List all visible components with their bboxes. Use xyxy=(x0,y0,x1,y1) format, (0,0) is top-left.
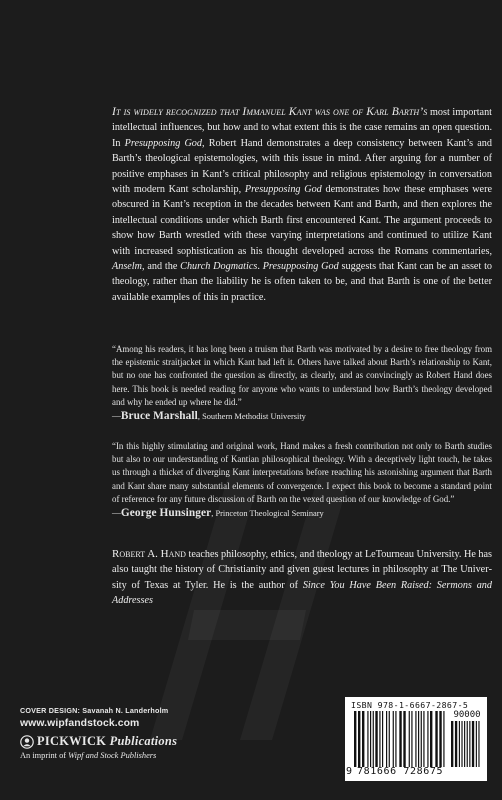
endorser-affiliation: , Princeton Theological Seminary xyxy=(211,509,324,519)
description-text: most important intellectual influences, but how and to what extent this is the case remains an open question. In xyxy=(112,107,492,149)
endorsement-attribution xyxy=(112,506,492,521)
barcode-bar xyxy=(393,711,394,767)
barcode-addon-digits: 90000 xyxy=(453,710,481,720)
barcode-bar xyxy=(421,711,422,767)
barcode-bar xyxy=(403,711,405,767)
barcode-bar xyxy=(367,711,368,767)
work-title-ref: Church Dogmatics xyxy=(180,261,258,273)
barcode-bar xyxy=(427,711,428,767)
barcode-bar xyxy=(418,711,419,767)
barcode-bar xyxy=(379,711,380,767)
book-title-ref: Presupposing God xyxy=(124,137,202,149)
barcode-bar xyxy=(439,711,441,767)
barcode-bar xyxy=(472,721,474,767)
barcode-bar xyxy=(459,721,460,767)
barcode-bar xyxy=(399,711,401,767)
endorser-affiliation: , Southern Methodist University xyxy=(197,412,306,422)
barcode-bar xyxy=(430,711,432,767)
barcode-bar xyxy=(409,711,410,767)
barcode-bar xyxy=(443,711,444,767)
barcode-bar xyxy=(435,711,437,767)
barcode-bar xyxy=(478,721,479,767)
barcode-bar xyxy=(358,711,360,767)
endorsement-attribution xyxy=(112,409,492,424)
barcode-bar xyxy=(415,711,416,767)
imprint-line xyxy=(20,749,280,763)
endorsement-text: “In this highly stimulating and original work, Hand makes a fresh contribution not only to Barth studies but also to our understanding of Kantian philosophical theology. With a deceptively light touch, he takes us through a thicket of diverging Kant interpretations before reaching his astonishing argument that Barth and Kant share many substantial elements of convergence. I expect this book to become a standard point of reference for any future discussion of Barth on the vexed question of our knowledge of God.” xyxy=(112,441,492,504)
attribution-dash: — xyxy=(112,508,121,519)
book-description xyxy=(112,104,492,305)
author-bio-text: teaches philosophy, ethics, and theology at LeTourneau University. He has also taught the history of Christianity and given guest lectures in philosophy at The University of Texas at Tyler. He is the author of xyxy=(112,549,493,591)
description-text: demonstrates how these emphases were obscured in Kant’s reception in the decades between Kant and Barth, and then explores the intellectual conditions under which Barth first encountered Kant. The argument proceeds to show how Barth wrestled with these varying interpretations and continued to utilize Kant with increased sophistication as his thought developed across the Romans commentaries, xyxy=(112,184,492,257)
barcode-bar xyxy=(382,711,383,767)
description-text: . xyxy=(257,261,263,273)
barcode-bar xyxy=(464,721,465,767)
author-bio xyxy=(112,547,492,609)
barcode-bar xyxy=(467,721,468,767)
description-lead: It is widely recognized that Immanuel Kant was one of Karl Barth’s xyxy=(112,105,428,118)
endorsement-hunsinger xyxy=(112,440,492,521)
publisher-name xyxy=(37,734,177,749)
publisher-logo xyxy=(20,734,280,749)
barcode-digits: 781666 728675 xyxy=(357,766,444,777)
description-text: , and the xyxy=(142,261,181,273)
publisher-name-main: PICKWICK xyxy=(37,734,107,748)
barcode-bar xyxy=(395,711,396,767)
barcode-bar xyxy=(411,711,412,767)
endorser-name: Bruce Marshall xyxy=(120,410,198,423)
imprint-prefix: An imprint of xyxy=(20,751,69,760)
barcode-bar xyxy=(389,711,390,767)
description-text: , Robert Hand demonstrates a deep consistency between Kant’s and Barth’s theological epistemologies, with this issue in mind. After arguing for a number of positive emphases in Kant’s critical philosophy and religious epistemology in conversation with modern Kant scholarship, xyxy=(112,137,492,196)
work-title-ref: Anselm xyxy=(112,261,142,273)
author-name: Robert A. Hand xyxy=(112,548,186,560)
endorser-name: George Hunsinger xyxy=(120,507,212,520)
publisher-name-sub: Publications xyxy=(109,734,178,748)
attribution-dash: — xyxy=(112,411,121,422)
author-book-title: Since You Have Been Raised: Sermons and Addresses xyxy=(112,579,492,607)
imprint-name: Wipf and Stock Publishers xyxy=(68,751,157,760)
barcode-bar xyxy=(370,711,371,767)
barcode-first-digit: 9 xyxy=(346,766,353,777)
barcode-bar xyxy=(354,711,356,767)
barcode-bar xyxy=(455,721,457,767)
book-title-ref: Presupposing God xyxy=(262,261,339,273)
barcode-bar xyxy=(461,721,462,767)
book-title-ref: Presupposing God xyxy=(244,184,322,196)
barcode-bar xyxy=(386,711,387,767)
barcode-bar xyxy=(423,711,424,767)
endorsement-text: “Among his readers, it has long been a truism that Barth was motivated by a desire to free theology from the epistemic straitjacket in which Kant had left it. Others have talked about Barth’s relationship to Kant, but no one has confronted the question as directly, as clearly, and as convincingly as Robert Hand does here. This book is needed reading for anyone who wants to understand how Barth’s theology developed and why he ended up where he did.” xyxy=(112,344,492,407)
isbn-barcode xyxy=(345,697,487,781)
barcode-bar xyxy=(362,711,364,767)
barcode-bar xyxy=(469,721,470,767)
barcode-bar xyxy=(375,711,377,767)
publisher-credits xyxy=(20,705,280,763)
barcode-bar xyxy=(476,721,477,767)
barcode-bar xyxy=(451,721,453,767)
cover-design-credit: COVER DESIGN: Savanah N. Landerholm xyxy=(20,706,169,715)
pickwick-logo-icon xyxy=(20,735,34,749)
endorsement-marshall xyxy=(112,343,492,424)
barcode-bar xyxy=(373,711,374,767)
isbn-number: ISBN 978-1-6667-2867-5 xyxy=(351,700,469,710)
publisher-website[interactable]: www.wipfandstock.com xyxy=(20,718,140,729)
description-text: suggests that Kant can be an asset to theology, rather than the liability he is often taken to be, and that Barth is one of the better available examples of this in practice. xyxy=(112,261,493,303)
